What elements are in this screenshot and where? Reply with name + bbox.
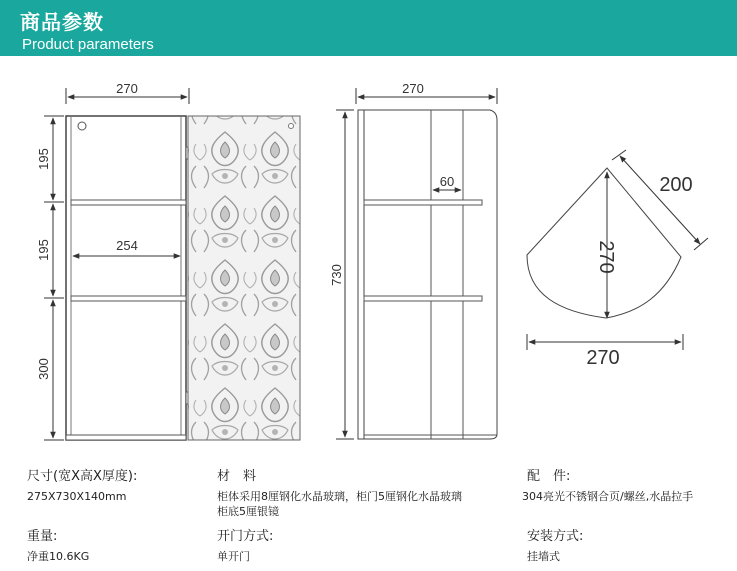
inner-width-label: 254 — [116, 238, 138, 253]
side-view — [329, 81, 497, 439]
top-view — [527, 150, 708, 369]
door-value: 单开门 — [217, 550, 250, 563]
side-height-label: 730 — [329, 264, 344, 286]
top-edge-label: 200 — [659, 174, 693, 196]
header-bar — [0, 0, 737, 56]
install-value: 挂墙式 — [527, 550, 560, 563]
page-subtitle: Product parameters — [22, 36, 154, 53]
shelf-height-2-label: 195 — [36, 239, 51, 261]
parts-label: 配 件: — [527, 469, 571, 484]
material-value-line2: 柜底5厘银镜 — [217, 505, 279, 518]
technical-drawing — [0, 56, 737, 446]
front-width-label: 270 — [116, 81, 138, 96]
shelf-height-3-label: 300 — [36, 358, 51, 380]
shelf-height-1-label: 195 — [36, 148, 51, 170]
material-value-line1: 柜体采用8厘钢化水晶玻璃，柜门5厘钢化水晶玻璃 — [217, 490, 462, 503]
size-value: 275X730X140mm — [27, 490, 127, 503]
top-width-label: 270 — [586, 347, 620, 369]
weight-value: 净重10.6KG — [27, 550, 90, 563]
material-label: 材 料 — [217, 469, 257, 484]
install-label: 安装方式: — [527, 529, 584, 544]
size-label: 尺寸(宽X高X厚度): — [27, 469, 138, 484]
side-width-label: 270 — [402, 81, 424, 96]
door-label: 开门方式: — [217, 529, 274, 544]
front-view — [36, 81, 300, 440]
shelf-depth-label: 60 — [439, 174, 455, 189]
parts-value: 304亮光不锈钢合页/螺丝,水晶拉手 — [522, 490, 694, 503]
weight-label: 重量: — [27, 529, 58, 544]
page-title: 商品参数 — [20, 10, 104, 34]
top-height-label: 270 — [595, 240, 617, 274]
